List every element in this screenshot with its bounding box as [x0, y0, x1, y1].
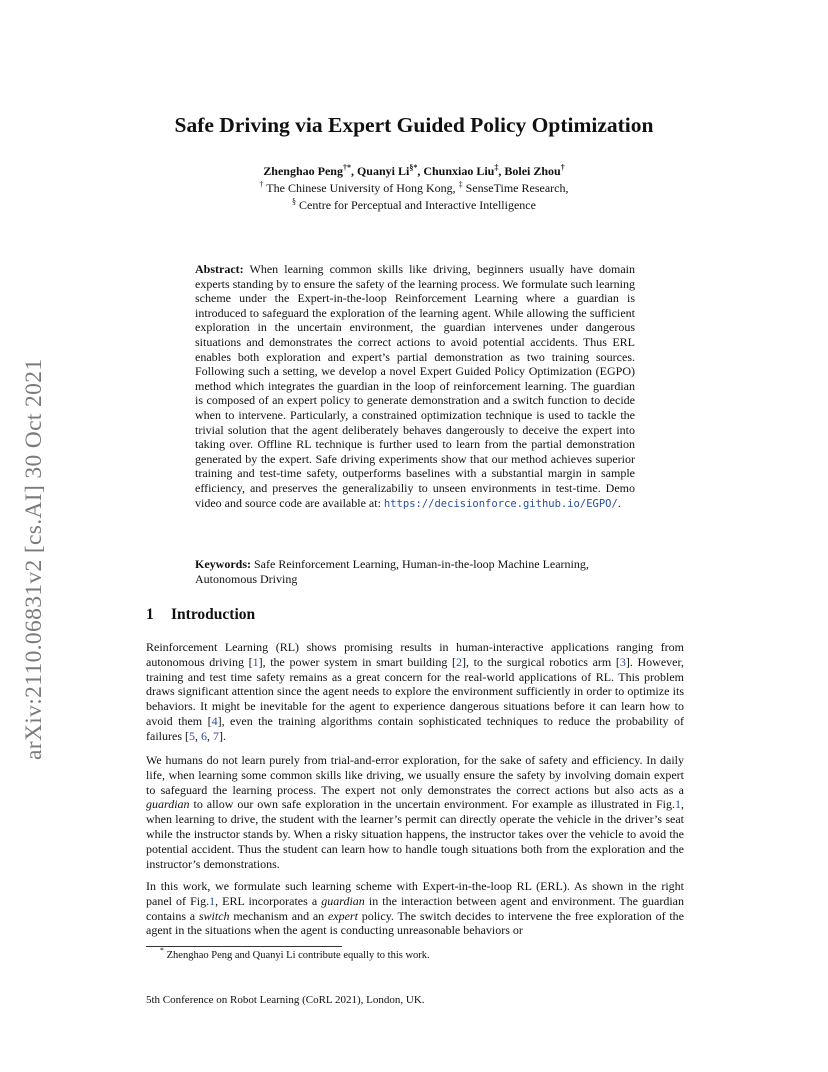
- author-name: Bolei Zhou: [504, 164, 561, 178]
- emphasis: expert: [327, 908, 358, 923]
- text-run: ]. However, training and test time safety remains as a great concern for the real-world applications of RL. This problem draws significant attention since the agent needs to explore the environment sufficiently in order to optimize its behaviors. It might be inevitable for the agent to experience dangerous situations before it can learn how to avoid them [: [146, 654, 685, 728]
- keywords-label: Keywords:: [195, 557, 251, 571]
- text-run: , ERL incorporates a: [215, 893, 322, 908]
- section-title: Introduction: [171, 606, 256, 623]
- conference-note: 5th Conference on Robot Learning (CoRL 2021), London, UK.: [146, 994, 425, 1006]
- author-mark: ‡: [494, 163, 499, 172]
- citation-link[interactable]: 6: [200, 728, 207, 743]
- text-run: ], to the surgical robotics arm [: [462, 654, 620, 669]
- author-separator: ,: [498, 164, 505, 178]
- text-run: to allow our own safe exploration in the uncertain environment. For example as illustrated in Fig.: [189, 797, 675, 812]
- author-names: [146, 163, 682, 180]
- text-run: ,: [194, 728, 201, 743]
- text-run: We humans do not learn purely from trial-and-error exploration, for the sake of safety and efficiency. In daily life, when learning some common skills like driving, we usually ensure the safety by involving domain expert to safeguard the learning process. The expert not only demonstrates the correct actions but also acts as a: [146, 753, 684, 797]
- section-number: 1: [146, 606, 154, 623]
- abstract-end: .: [617, 495, 621, 510]
- author-separator: ,: [417, 164, 424, 178]
- author-separator: ,: [350, 164, 357, 178]
- abstract-label: Abstract:: [195, 262, 244, 276]
- figure-link[interactable]: 1: [209, 893, 216, 908]
- intro-paragraph-3: [146, 879, 684, 938]
- intro-paragraph-2: [146, 753, 684, 871]
- affiliation-text: Centre for Perceptual and Interactive Intelligence: [296, 198, 536, 212]
- text-run: in the interaction between agent and environment. The guardian contains a: [146, 893, 685, 923]
- affiliation-line: [146, 180, 682, 197]
- footnote-rule: [146, 946, 342, 947]
- text-run: In this work, we formulate such learning scheme with Expert-in-the-loop RL (ERL). As shown in the right panel of Fig.: [146, 879, 684, 908]
- arxiv-stamp: arXiv:2110.06831v2 [cs.AI] 30 Oct 2021: [21, 358, 47, 760]
- author-name: Quanyi Li: [356, 164, 410, 178]
- abstract-text: When learning common skills like driving, beginners usually have domain experts standing by to ensure the safety of the learning process. We formulate such learning scheme under the Expert-in-the-loop Reinforcement Learning where a guardian is introduced to safeguard the exploration of the learning agent. While allowing the sufficient exploration in the uncertain environment, the guardian intervenes under dangerous situations and demonstrates the correct actions to avoid potential accidents. Thus ERL enables both exploration and expert’s partial demonstration as two training sources. Following such a setting, we develop a novel Expert Guided Policy Optimization (EGPO) method which integrates the guardian in the loop of reinforcement learning. The guardian is composed of an expert policy to generate demonstration and a switch function to decide when to intervene. Particularly, a constrained optimization technique is used to tackle the trivial solution that the agent deliberately behaves dangerously to deceive the expert into taking over. Offline RL technique is further used to learn from the partial demonstration generated by the expert. Safe driving experiments show that our method achieves superior training and test-time safety, outperforms baselines with a substantial margin in sample efficiency, and preserves the generalizabiliy to unseen environments in test-time. Demo video and source code are available at:: [195, 262, 635, 510]
- citation-link[interactable]: 4: [211, 713, 218, 728]
- text-run: policy. The switch decides to intervene the free exploration of the agent in the situations when the agent is conducting unreasonable behaviors or: [146, 908, 684, 938]
- intro-paragraph-1: [146, 640, 684, 744]
- text-run: mechanism and an: [229, 908, 328, 923]
- author-mark: †: [560, 163, 565, 172]
- author-mark: †*: [342, 163, 351, 172]
- text-run: Reinforcement Learning (RL) shows promising results in human-interactive applications ranging from autonomous driving [: [146, 640, 684, 669]
- text-run: ].: [218, 728, 226, 743]
- affiliation-text: SenseTime Research,: [462, 181, 569, 195]
- section-heading: [146, 606, 255, 624]
- text-run: , when learning to drive, the student with the learner’s permit can directly operate the vehicle in the driver’s seat while the instructor stands by. When a risky situation happens, the instructor takes over the vehicle to avoid the potential accident. Thus the student can learn how to handle tough situations both from the exploration and the instructor’s demonstrations.: [146, 797, 684, 871]
- footnote-text: Zhenghao Peng and Quanyi Li contribute equally to this work.: [164, 950, 430, 961]
- figure-link[interactable]: 1: [675, 797, 681, 812]
- citation-link[interactable]: 5: [188, 728, 195, 743]
- emphasis: switch: [198, 908, 230, 923]
- emphasis: guardian: [321, 893, 365, 908]
- abstract: [195, 262, 635, 511]
- keywords-text: Safe Reinforcement Learning, Human-in-the-loop Machine Learning, Autonomous Driving: [195, 557, 589, 586]
- citation-link[interactable]: 1: [252, 654, 259, 669]
- author-block: [146, 163, 682, 214]
- affiliation-mark: †: [259, 180, 264, 189]
- text-run: ], even the training algorithms contain sophisticated techniques to reduce the probability of failures [: [146, 713, 684, 743]
- affiliation-line: [146, 197, 682, 214]
- text-run: ,: [206, 728, 213, 743]
- author-mark: §*: [409, 163, 418, 172]
- author-name: Chunxiao Liu: [423, 164, 495, 178]
- paper-title: Safe Driving via Expert Guided Policy Optimization: [174, 113, 654, 137]
- affiliation-mark: §: [292, 197, 297, 206]
- affiliation-mark: ‡: [458, 180, 463, 189]
- citation-link[interactable]: 7: [212, 728, 219, 743]
- project-link[interactable]: https://decisionforce.github.io/EGPO/: [383, 497, 618, 510]
- keywords: [195, 557, 635, 586]
- affiliation-text: The Chinese University of Hong Kong,: [263, 181, 459, 195]
- footnote: [160, 946, 430, 961]
- citation-link[interactable]: 3: [619, 654, 626, 669]
- emphasis: guardian: [146, 797, 190, 812]
- author-name: Zhenghao Peng: [263, 164, 343, 178]
- citation-link[interactable]: 2: [456, 654, 462, 669]
- footnote-mark: *: [160, 946, 164, 955]
- text-run: ], the power system in smart building [: [258, 654, 456, 669]
